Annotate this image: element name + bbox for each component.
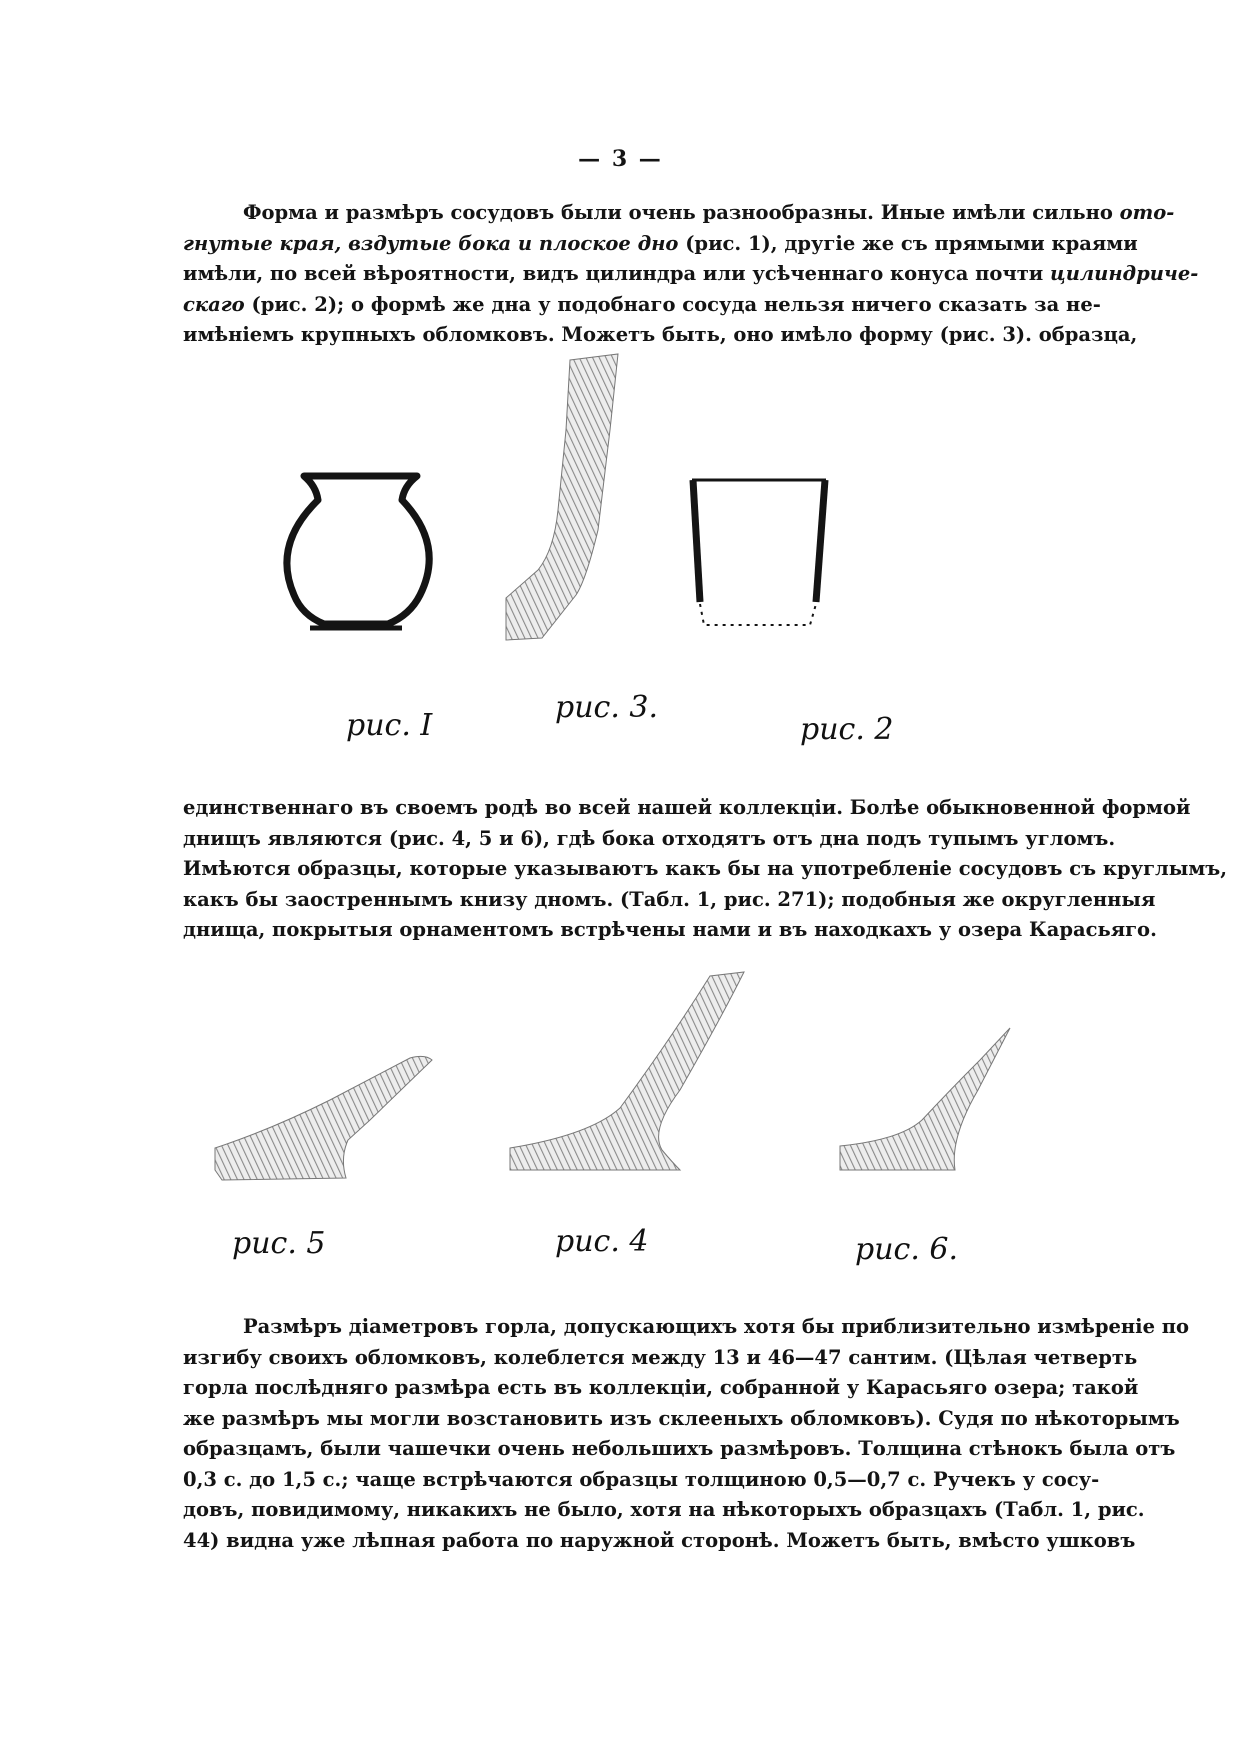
p3-line-3: горла послѣдняго размѣра есть въ коллекціи, собранной у Карасьяго озера; такой (183, 1376, 1139, 1399)
fragment-figure-4 (510, 972, 744, 1170)
p2-line-1: единственнаго въ своемъ родѣ во всей нашей коллекціи. Болѣе обыкновенной формой (183, 796, 1191, 819)
caption-fig-4: рис. 4 (555, 1224, 649, 1259)
pot-figure-1 (287, 476, 429, 628)
page-number: — 3 — (578, 146, 663, 172)
p3-line-5: образцамъ, были чашечки очень небольшихъ размѣровъ. Толщина стѣнокъ была отъ (183, 1437, 1176, 1460)
paragraph-3 (183, 1312, 1190, 1556)
p3-line-6: 0,3 с. до 1,5 с.; чаще встрѣчаются образцы толщиною 0,5—0,7 с. Ручекъ у сосу- (183, 1467, 1100, 1491)
caption-fig-1: рис. I (346, 708, 433, 743)
caption-fig-5: рис. 5 (232, 1226, 326, 1261)
p2-line-5: днища, покрытыя орнаментомъ встрѣчены нами и въ находкахъ у озера Карасьяго. (183, 918, 1157, 941)
fragment-figure-5 (215, 1056, 432, 1180)
p2-line-2: днищъ являются (рис. 4, 5 и 6), гдѣ бока отходятъ отъ дна подъ тупымъ угломъ. (183, 826, 1116, 850)
paragraph-2 (183, 793, 1228, 946)
p3-line-8: 44) видна уже лѣпная работа по наружной сторонѣ. Можетъ быть, вмѣсто ушковъ (183, 1528, 1136, 1552)
p3-line-4: же размѣръ мы могли возстановить изъ склееныхъ обломковъ). Судя по нѣкоторымъ (183, 1406, 1180, 1430)
fragment-figure-6 (840, 1028, 1010, 1170)
p2-line-4: какъ бы заостреннымъ книзу дномъ. (Табл. 1, рис. 271); подобныя же округленныя (183, 887, 1156, 911)
p1-line-2: гнутые края, вздутые бока и плоское дно (рис. 1), другіе же съ прямыми краями (183, 231, 1138, 255)
p3-line-2: изгибу своихъ обломковъ, колеблется между 13 и 46—47 сантим. (Цѣлая четверть (183, 1345, 1138, 1369)
paragraph-1 (183, 198, 1199, 351)
p3-line-1: Размѣръ діаметровъ горла, допускающихъ хотя бы приблизительно измѣреніе по (243, 1315, 1190, 1338)
fragment-figure-3 (506, 354, 618, 640)
p3-line-7: довъ, повидимому, никакихъ не было, хотя на нѣкоторыхъ образцахъ (Табл. 1, рис. (183, 1498, 1145, 1521)
p2-line-3: Имѣются образцы, которые указываютъ какъ бы на употребленіе сосудовъ съ круглымъ, (183, 857, 1228, 880)
p1-line-3: имѣли, по всей вѣроятности, видъ цилиндра или усѣченнаго конуса почти цилиндриче- (183, 262, 1199, 285)
caption-fig-2: рис. 2 (800, 712, 894, 747)
vessel-figure-2 (692, 480, 826, 625)
figure-row-2 (210, 980, 1030, 1220)
p1-line-5: имѣніемъ крупныхъ обломковъ. Можетъ быть, оно имѣло форму (рис. 3). образца, (183, 323, 1138, 346)
figure-row-1 (280, 370, 1060, 720)
p1-line-1: Форма и размѣръ сосудовъ были очень разнообразны. Иные имѣли сильно ото- (243, 201, 1175, 224)
caption-fig-3: рис. 3. (555, 690, 659, 725)
p1-line-4: скаго (рис. 2); о формѣ же дна у подобнаго сосуда нельзя ничего сказать за не- (183, 292, 1101, 316)
caption-fig-6: рис. 6. (855, 1232, 959, 1267)
